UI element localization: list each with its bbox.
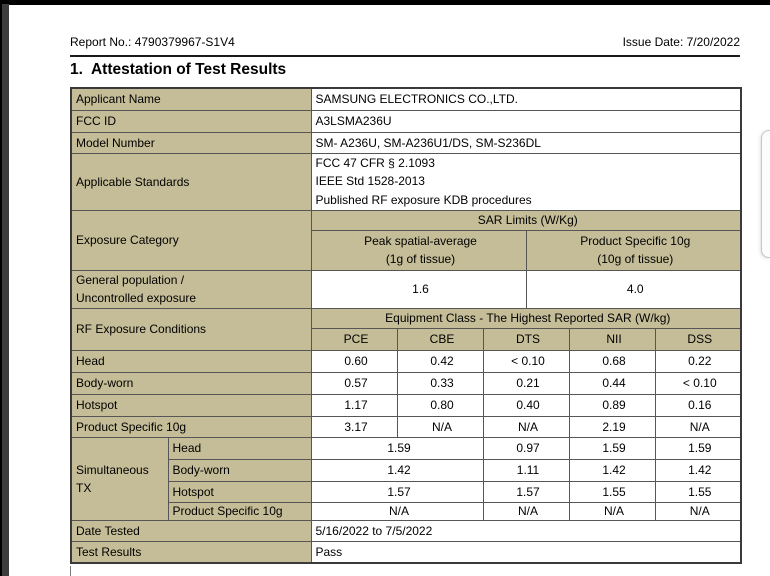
sar-value: 0.21 — [483, 372, 569, 394]
sar-limits-header: SAR Limits (W/Kg) — [311, 210, 741, 230]
sar-value: 1.17 — [311, 394, 397, 416]
issue-date: Issue Date: 7/20/2022 — [622, 35, 740, 49]
sar-value: 0.68 — [569, 350, 655, 372]
header-line: Product Specific 10g — [580, 234, 691, 248]
sar-value: N/A — [569, 502, 655, 520]
sar-value: 0.16 — [655, 394, 741, 416]
column-header-cbe: CBE — [397, 328, 483, 350]
sar-value: 1.55 — [569, 481, 655, 502]
sar-value: N/A — [397, 416, 483, 437]
sar-value: N/A — [483, 416, 569, 437]
table-row — [71, 394, 741, 416]
sar-value: < 0.10 — [483, 350, 569, 372]
limit-1g-value: 1.6 — [311, 270, 526, 308]
column-header-dts: DTS — [483, 328, 569, 350]
sar-value: < 0.10 — [655, 372, 741, 394]
standard-line: Published RF exposure KDB procedures — [315, 192, 532, 207]
sar-value: 0.42 — [397, 350, 483, 372]
rf-row-product10g-label: Product Specific 10g — [71, 416, 311, 437]
sar-value: 1.57 — [311, 481, 483, 502]
table-row — [71, 541, 741, 563]
sar-value: 0.22 — [655, 350, 741, 372]
fcc-id-value: A3LSMA236U — [311, 110, 741, 132]
column-header-dss: DSS — [655, 328, 741, 350]
table-row — [71, 153, 741, 210]
sar-value: 0.44 — [569, 372, 655, 394]
sim-row-hotspot-label: Hotspot — [168, 481, 311, 502]
sar-value: 0.80 — [397, 394, 483, 416]
label-line: TX — [76, 480, 92, 495]
applicant-name-value: SAMSUNG ELECTRONICS CO.,LTD. — [311, 88, 741, 110]
table-row — [71, 481, 741, 502]
rf-exposure-conditions-label: RF Exposure Conditions — [71, 308, 311, 350]
sar-value: N/A — [655, 502, 741, 520]
next-table-edge — [70, 566, 71, 576]
product-specific-header — [526, 230, 741, 270]
sar-value: N/A — [311, 502, 483, 520]
sar-value: 1.42 — [311, 459, 483, 481]
sar-value: 1.59 — [655, 437, 741, 459]
sar-value: 1.59 — [311, 437, 483, 459]
rf-row-hotspot-label: Hotspot — [71, 394, 311, 416]
applicant-name-label: Applicant Name — [71, 88, 311, 110]
table-row — [71, 350, 741, 372]
fcc-id-label: FCC ID — [71, 110, 311, 132]
column-header-pce: PCE — [311, 328, 397, 350]
rf-row-bodyworn-label: Body-worn — [71, 372, 311, 394]
test-results-label: Test Results — [71, 541, 311, 563]
sar-value: 0.40 — [483, 394, 569, 416]
table-row — [71, 132, 741, 153]
report-number: Report No.: 4790379967-S1V4 — [70, 35, 235, 49]
sar-value: 0.89 — [569, 394, 655, 416]
standard-line: IEEE Std 1528-2013 — [315, 174, 425, 189]
section-title: 1. Attestation of Test Results — [70, 61, 287, 78]
model-number-value: SM- A236U, SM-A236U1/DS, SM-S236DL — [311, 132, 741, 153]
sar-value: 3.17 — [311, 416, 397, 437]
limit-10g-value: 4.0 — [526, 270, 741, 308]
column-header-nii: NII — [569, 328, 655, 350]
table-row — [71, 520, 741, 541]
table-row — [71, 372, 741, 394]
table-row — [71, 308, 741, 328]
equipment-class-header: Equipment Class - The Highest Reported SAR (W/kg) — [311, 308, 741, 328]
table-row — [71, 459, 741, 481]
label-line: General population / — [76, 273, 185, 287]
sim-row-bodyworn-label: Body-worn — [168, 459, 311, 481]
standard-line: FCC 47 CFR § 2.1093 — [315, 155, 435, 170]
header-line: (1g of tissue) — [385, 252, 456, 266]
table-row — [71, 416, 741, 437]
header-line: Peak spatial-average — [364, 234, 477, 248]
sar-value: 1.59 — [569, 437, 655, 459]
test-results-value: Pass — [311, 541, 741, 563]
sar-value: 1.11 — [483, 459, 569, 481]
sar-value: 1.42 — [569, 459, 655, 481]
sar-value: 1.57 — [483, 481, 569, 502]
date-tested-label: Date Tested — [71, 520, 311, 541]
applicable-standards-label: Applicable Standards — [71, 153, 311, 210]
peak-spatial-average-header — [311, 230, 526, 270]
sar-value: N/A — [483, 502, 569, 520]
table-row — [71, 502, 741, 520]
sar-value: 0.57 — [311, 372, 397, 394]
header-line: (10g of tissue) — [597, 252, 674, 266]
report-page — [9, 5, 770, 576]
sar-value: 2.19 — [569, 416, 655, 437]
table-row — [71, 110, 741, 132]
date-tested-value: 5/16/2022 to 7/5/2022 — [311, 520, 741, 541]
sar-value: 1.55 — [655, 481, 741, 502]
table-row — [71, 270, 741, 308]
page-header-rule — [70, 33, 740, 57]
sar-value: N/A — [655, 416, 741, 437]
exposure-category-label: Exposure Category — [71, 210, 311, 270]
applicable-standards-value — [311, 153, 741, 210]
rf-row-head-label: Head — [71, 350, 311, 372]
table-row — [71, 437, 741, 459]
general-population-label — [71, 270, 311, 308]
label-line: Simultaneous — [76, 462, 149, 477]
sar-value: 0.97 — [483, 437, 569, 459]
table-row — [71, 88, 741, 110]
sim-row-head-label: Head — [168, 437, 311, 459]
sar-value: 1.42 — [655, 459, 741, 481]
table-row — [71, 210, 741, 230]
model-number-label: Model Number — [71, 132, 311, 153]
window-frame-edge — [2, 4, 9, 576]
label-line: Uncontrolled exposure — [76, 291, 197, 305]
sar-value: 0.33 — [397, 372, 483, 394]
scrollbar-thumb[interactable] — [761, 130, 770, 258]
sar-value: 0.60 — [311, 350, 397, 372]
simultaneous-tx-label — [71, 437, 168, 520]
attestation-table — [70, 87, 742, 564]
sim-row-product10g-label: Product Specific 10g — [168, 502, 311, 520]
